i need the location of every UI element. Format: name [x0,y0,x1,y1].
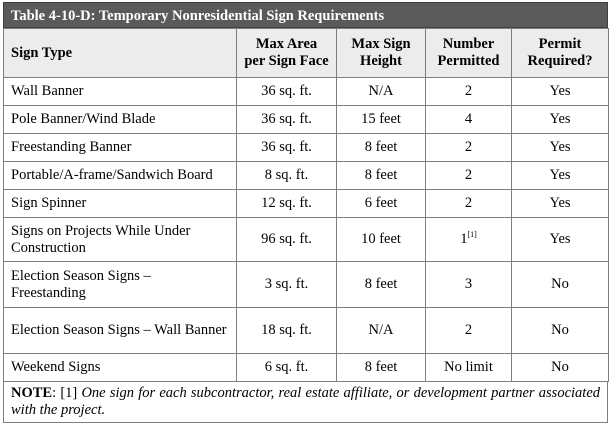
table-title: Table 4-10-D: Temporary Nonresidential Sign Requirements [3,2,608,28]
cell-permit-required: Yes [512,218,609,262]
cell-number-permitted: 2 [426,308,512,354]
footnote-ref: [1] [467,230,477,239]
cell-number-permitted: 3 [426,262,512,308]
cell-permit-required: Yes [512,134,609,162]
cell-sign-type: Election Season Signs – Wall Banner [4,308,237,354]
cell-max-area: 96 sq. ft. [237,218,337,262]
table-row [4,106,609,134]
sign-requirements-table-container [3,2,608,423]
cell-sign-type: Wall Banner [4,78,237,106]
note-text: One sign for each subcontractor, real estate affiliate, or development partner associated with the project. [11,385,601,418]
cell-max-height: 8 feet [337,354,426,382]
table-row [4,354,609,382]
cell-permit-required: Yes [512,106,609,134]
table-row [4,262,609,308]
sign-requirements-table [3,28,609,382]
cell-sign-type: Weekend Signs [4,354,237,382]
cell-max-height: N/A [337,308,426,354]
cell-number-permitted: 2 [426,78,512,106]
header-sign-type: Sign Type [4,29,237,78]
cell-max-height: 8 feet [337,162,426,190]
table-row [4,134,609,162]
cell-permit-required: Yes [512,162,609,190]
cell-sign-type: Portable/A-frame/Sandwich Board [4,162,237,190]
cell-max-height: 8 feet [337,262,426,308]
cell-permit-required: No [512,354,609,382]
note-label: NOTE [11,385,53,401]
cell-number-permitted: 2 [426,190,512,218]
header-max-height: Max Sign Height [337,29,426,78]
cell-max-height: 6 feet [337,190,426,218]
cell-number-permitted: No limit [426,354,512,382]
cell-max-height: 10 feet [337,218,426,262]
cell-sign-type: Sign Spinner [4,190,237,218]
cell-max-area: 36 sq. ft. [237,134,337,162]
table-row [4,218,609,262]
cell-max-area: 8 sq. ft. [237,162,337,190]
cell-max-area: 6 sq. ft. [237,354,337,382]
cell-number-permitted [426,218,512,262]
cell-sign-type: Pole Banner/Wind Blade [4,106,237,134]
header-max-area: Max Area per Sign Face [237,29,337,78]
cell-max-area: 36 sq. ft. [237,106,337,134]
cell-number-permitted: 2 [426,162,512,190]
cell-sign-type: Signs on Projects While Under Construction [4,218,237,262]
cell-sign-type: Election Season Signs – Freestanding [4,262,237,308]
cell-permit-required: No [512,262,609,308]
cell-max-height: N/A [337,78,426,106]
note-ref: : [1] [52,385,82,401]
table-row [4,78,609,106]
table-row [4,162,609,190]
table-note [3,382,608,423]
cell-max-height: 15 feet [337,106,426,134]
cell-number-permitted: 4 [426,106,512,134]
cell-permit-required: Yes [512,78,609,106]
cell-sign-type: Freestanding Banner [4,134,237,162]
cell-number-permitted: 2 [426,134,512,162]
table-row [4,190,609,218]
number-value: 1 [460,231,468,247]
header-number-permitted: Number Permitted [426,29,512,78]
cell-max-area: 36 sq. ft. [237,78,337,106]
table-header-row [4,29,609,78]
cell-permit-required: Yes [512,190,609,218]
header-permit-required: Permit Required? [512,29,609,78]
cell-max-area: 18 sq. ft. [237,308,337,354]
cell-max-height: 8 feet [337,134,426,162]
cell-max-area: 12 sq. ft. [237,190,337,218]
table-row [4,308,609,354]
cell-permit-required: No [512,308,609,354]
cell-max-area: 3 sq. ft. [237,262,337,308]
